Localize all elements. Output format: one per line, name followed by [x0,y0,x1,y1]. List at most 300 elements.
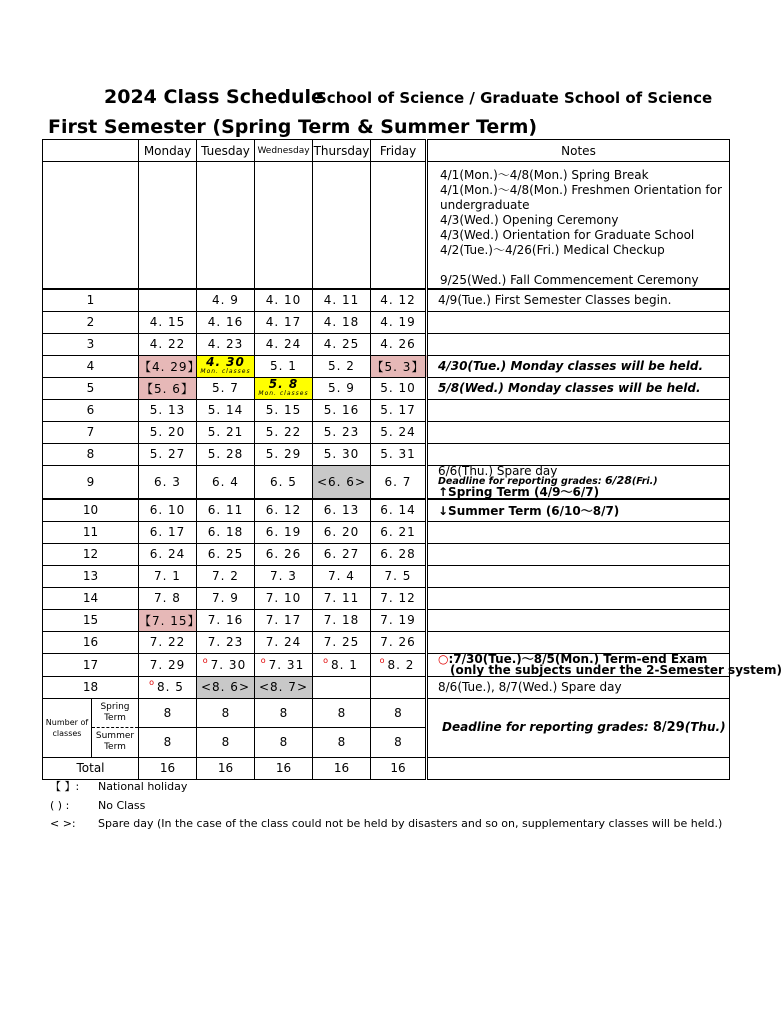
date-value: 6. 19 [265,525,302,539]
date-value: 5. 20 [149,425,186,439]
date-value: 4. 25 [323,337,360,351]
date-cell-fri [371,289,427,311]
week-number: 18 [43,676,139,698]
legend-key: ( ) : [50,798,70,812]
legend-key: 【 】: [50,780,80,793]
date-cell-tue [197,443,255,465]
date-value: 4. 12 [380,293,416,308]
week-number: 6 [43,399,139,421]
date-cell-thu [313,609,371,631]
date-cell-tue [197,377,255,399]
week-note: ↓Summer Term (6/10～8/7) [427,499,730,521]
header-row [43,140,730,162]
week-number: 10 [43,499,139,521]
week-number: 5 [43,377,139,399]
spring-count: 8 [197,698,255,728]
date-value: 6. 24 [149,547,186,561]
date-cell-tue [197,333,255,355]
exam-circle-icon: o [323,655,329,665]
date-value: 4. 24 [265,337,302,351]
week-number: 11 [43,521,139,543]
date-value: 6. 18 [207,525,244,539]
week-note: 4/9(Tue.) First Semester Classes begin. [427,289,730,311]
note-line: 4/1(Mon.)～4/8(Mon.) Spring Break [440,168,649,182]
legend-key: < >: [50,817,76,830]
date-value: 5. 13 [149,403,186,417]
date-cell-wed [255,631,313,653]
date-cell-thu [313,587,371,609]
date-value: 5. 2 [328,359,355,373]
date-value: 5. 29 [265,447,302,461]
date-cell-thu [313,465,371,499]
week-note: 8/6(Tue.), 8/7(Wed.) Spare day [427,676,730,698]
monday-classes-note: Mon. classes [258,390,309,397]
week-note [427,399,730,421]
date-value: 8. 2 [387,657,415,672]
date-cell-tue [197,499,255,521]
note-line: 4/1(Mon.)～4/8(Mon.) Freshmen Orientation for undergraduate [440,183,722,212]
week-row [43,421,730,443]
week-note [427,587,730,609]
summer-term-label: Summer Term [95,731,135,753]
empty-cell [139,162,197,290]
date-cell-tue [197,631,255,653]
week-number: 8 [43,443,139,465]
date-value: 7. 4 [328,569,355,583]
date-cell-fri [371,587,427,609]
week-row [43,609,730,631]
date-cell-thu [313,631,371,653]
number-of-classes-label: Number of classes [43,699,92,757]
week-row [43,676,730,698]
final-deadline-note [427,698,730,757]
date-cell-mon [139,289,197,311]
week-row [43,311,730,333]
spring-count: 8 [313,698,371,728]
date-cell-tue [197,311,255,333]
summer-count: 8 [371,728,427,758]
exam-circle-icon: o [260,655,267,665]
date-value: 7. 19 [380,613,416,627]
semester-title: First Semester (Spring Term & Summer Term) [48,116,538,138]
date-cell-mon [139,609,201,631]
week-row [43,355,730,377]
date-cell-mon [139,311,197,333]
date-value: 5. 23 [323,425,360,439]
date-cell-wed [255,521,313,543]
date-cell-thu [313,653,371,676]
date-value: 7. 8 [154,591,181,605]
spring-count-row [43,698,730,728]
week-note: 4/30(Tue.) Monday classes will be held. [427,355,730,377]
date-cell-mon [139,421,197,443]
date-cell-thu [313,499,371,521]
week-number: 9 [43,465,139,499]
week-note [427,521,730,543]
date-cell-wed [255,311,313,333]
monday-classes-note: Mon. classes [200,368,251,375]
week-note [427,311,730,333]
empty-cell [255,162,313,290]
date-cell-tue [197,609,255,631]
date-cell-wed [255,355,313,377]
date-cell-mon [139,565,197,587]
total-count: 16 [255,757,313,779]
week-row [43,499,730,521]
date-value: 7. 18 [323,613,360,627]
date-cell-tue [197,565,255,587]
date-value: 5. 8 [268,377,299,391]
date-cell-thu [313,333,371,355]
date-value: 4. 22 [149,337,186,351]
notes-header: Notes [427,140,730,162]
date-value: 4. 17 [265,315,302,329]
summer-count: 8 [255,728,313,758]
date-cell-fri [371,311,427,333]
date-value: 4. 11 [323,293,360,308]
date-cell-tue [197,653,255,676]
date-value: 5. 14 [207,403,244,417]
date-cell-thu [313,355,371,377]
note-line: 9/25(Wed.) Fall Commencement Ceremony [440,273,699,287]
date-value: 7. 12 [380,591,416,605]
date-value: 6. 14 [380,503,416,518]
week-header [43,140,139,162]
legend-holiday [50,778,722,797]
empty-cell [313,162,371,290]
date-cell-tue [197,399,255,421]
date-value: 6. 21 [380,525,416,539]
date-value: 6. 20 [323,525,360,539]
date-value: 7. 25 [323,635,360,649]
empty-cell [43,162,139,290]
total-label: Total [43,757,139,779]
date-value: 6. 25 [207,547,244,561]
note-line: (only the subjects under the 2-Semester system) [450,662,782,677]
week-number: 17 [43,653,139,676]
date-value: 【5. 3】 [371,359,425,374]
date-cell-fri [371,565,427,587]
date-cell-wed [255,609,313,631]
date-value: 7. 2 [212,569,239,583]
week-number: 14 [43,587,139,609]
date-value: 8. 5 [157,680,184,694]
date-value: 7. 22 [149,635,186,649]
day-header-wednesday: Wednesday [255,140,313,162]
date-value: 7. 29 [149,657,186,672]
week-note [427,631,730,653]
date-cell-wed [255,587,313,609]
date-cell-mon [139,399,197,421]
total-row [43,757,730,779]
date-cell-mon [139,543,197,565]
date-cell-tue [197,676,255,698]
date-value: 6. 13 [323,503,360,518]
date-value: 5. 17 [380,403,416,417]
note-line: 6/6(Thu.) Spare day [438,464,558,479]
date-cell-wed [255,333,313,355]
date-cell-fri [371,653,427,676]
date-cell-mon [139,499,197,521]
exam-circle-icon: ○ [438,651,449,666]
date-cell-thu [313,289,371,311]
date-value: 7. 5 [384,569,412,583]
date-cell-tue [197,521,255,543]
date-cell-thu [313,521,371,543]
deadline-date: 6/28 [604,474,632,488]
date-cell-fri [371,399,427,421]
deadline-label: Deadline for reporting grades: [438,476,605,488]
note-line [440,258,729,273]
date-cell-wed [255,421,313,443]
date-value: 6. 26 [265,547,302,561]
week-note [427,443,730,465]
date-value: 5. 1 [270,359,297,373]
school-name: School of Science / Graduate School of Science [316,89,713,107]
date-value: 6. 4 [212,474,239,489]
empty-cell [371,162,427,290]
general-notes-row [43,162,730,290]
empty-note [427,757,730,779]
legend-text: National holiday [98,780,188,793]
date-value: 4. 26 [380,337,416,351]
date-value: 4. 23 [207,337,244,351]
date-cell-mon [139,465,197,499]
date-cell-mon [139,377,197,399]
date-value: 6. 10 [149,503,186,518]
date-value: 5. 24 [380,425,416,439]
date-cell-thu [313,543,371,565]
date-value: 6. 28 [380,547,416,561]
date-value: 4. 16 [207,315,244,329]
week-row [43,653,730,676]
exam-circle-icon: o [149,678,155,687]
date-cell-mon [139,333,197,355]
date-value: 5. 31 [380,447,416,461]
date-cell-mon [139,653,197,676]
week-note [427,333,730,355]
date-value: 7. 17 [265,613,302,627]
week-note [427,465,730,499]
week-note [427,651,782,677]
date-value: 7. 10 [265,591,302,605]
date-cell-thu [313,377,371,399]
date-cell-fri [371,631,427,653]
note-line: 4/2(Tue.)～4/26(Fri.) Medical Checkup [440,243,665,257]
exam-circle-icon: o [379,655,386,665]
date-value: 7. 23 [207,635,244,649]
date-cell-wed [255,499,313,521]
date-value: 7. 31 [268,657,305,672]
count-label-cell [43,698,139,757]
date-cell-tue [197,289,255,311]
week-number: 15 [43,609,139,631]
date-cell-thu [313,676,371,698]
note-line: 4/3(Wed.) Orientation for Graduate School [440,228,695,242]
date-cell-mon [139,521,197,543]
date-value: 7. 16 [207,613,244,627]
exam-circle-icon: o [202,655,209,665]
week-number: 2 [43,311,139,333]
date-value: 4. 10 [265,293,302,308]
week-note: 5/8(Wed.) Monday classes will be held. [427,377,730,399]
date-cell-wed [255,543,313,565]
date-cell-mon [139,355,201,377]
empty-cell [197,162,255,290]
date-cell-fri [371,676,427,698]
total-count: 16 [197,757,255,779]
date-cell-fri [371,521,427,543]
date-cell-thu [313,399,371,421]
note-line: ↑Spring Term (4/9～6/7) [438,485,600,500]
date-value: 5. 21 [207,425,244,439]
day-header-monday: Monday [139,140,197,162]
spring-count: 8 [139,698,197,728]
date-cell-thu [313,311,371,333]
date-cell-fri [371,499,427,521]
week-row [43,399,730,421]
date-value: 5. 10 [380,381,416,395]
date-value: 5. 9 [328,381,355,395]
week-row [43,543,730,565]
date-value: <6. 6> [316,474,366,489]
legend-no-class [50,797,722,816]
week-number: 4 [43,355,139,377]
date-cell-fri [371,465,427,499]
legend-text: No Class [98,798,146,812]
date-value: 7. 26 [380,635,416,649]
date-cell-tue [197,421,255,443]
total-count: 16 [139,757,197,779]
date-value: 7. 9 [212,591,239,605]
week-row [43,333,730,355]
date-value: 7. 3 [270,569,297,583]
date-value: 7. 30 [210,657,247,672]
schedule-table [42,139,782,780]
week-number: 12 [43,543,139,565]
week-row [43,465,730,499]
date-value: 6. 17 [149,525,186,539]
date-value: 5. 15 [265,403,302,417]
date-cell-tue [197,355,255,377]
week-note [427,421,730,443]
date-value: 5. 16 [323,403,360,417]
spring-term-label: Spring Term [92,699,138,729]
deadline-weekday: (Thu.) [684,720,726,734]
page-title: 2024 Class Schedule [104,86,324,108]
date-cell-mon [139,676,197,698]
week-row [43,377,730,399]
total-count: 16 [371,757,427,779]
date-cell-wed [255,289,313,311]
date-cell-thu [313,565,371,587]
date-value: 7. 24 [265,635,302,649]
date-value: 【4. 29】 [139,359,201,374]
deadline-label: Deadline for reporting grades: [442,720,653,734]
date-cell-tue [197,465,255,499]
week-number: 7 [43,421,139,443]
note-line: 4/3(Wed.) Opening Ceremony [440,213,619,227]
date-cell-mon [139,587,197,609]
date-value: 5. 27 [149,447,186,461]
week-number: 13 [43,565,139,587]
date-value: 5. 30 [323,447,360,461]
date-cell-fri [371,333,427,355]
date-cell-fri [371,443,427,465]
date-cell-fri [371,609,427,631]
date-cell-wed [255,443,313,465]
week-row [43,587,730,609]
date-cell-fri [371,543,427,565]
legend-spare-day [50,815,722,834]
date-value: 4. 9 [212,293,239,308]
date-value: 6. 7 [384,474,412,489]
date-value: 4. 15 [149,315,186,329]
week-note [427,609,730,631]
spring-count: 8 [255,698,313,728]
date-value: 5. 7 [212,381,239,395]
date-cell-fri [371,355,427,377]
date-cell-thu [313,443,371,465]
date-cell-wed [255,676,313,698]
date-cell-tue [197,543,255,565]
date-cell-wed [255,653,313,676]
deadline-weekday: (Fri.) [631,476,658,488]
summer-count: 8 [313,728,371,758]
legend [50,778,722,834]
day-header-friday: Friday [371,140,427,162]
date-cell-wed [255,565,313,587]
date-cell-wed [255,399,313,421]
spring-count: 8 [371,698,427,728]
exam-note: :7/30(Tue.)～8/5(Mon.) Term-end Exam [448,651,708,666]
date-value: 【5. 6】 [141,381,194,396]
date-value: 6. 27 [323,547,360,561]
date-value: 8. 1 [331,657,358,672]
date-value: 7. 1 [154,569,181,583]
date-value: 6. 12 [265,503,302,518]
legend-text: Spare day (In the case of the class could not be held by disasters and so on, supplementary classes will be held.) [98,817,723,830]
date-cell-tue [197,587,255,609]
date-value: 6. 3 [154,474,181,489]
date-cell-thu [313,421,371,443]
week-note [427,565,730,587]
date-value: <8. 7> [258,680,308,694]
week-note [427,543,730,565]
week-row [43,443,730,465]
date-cell-fri [371,421,427,443]
date-value: 5. 28 [207,447,244,461]
date-value: 7. 11 [323,591,360,605]
date-cell-wed [255,377,313,399]
date-cell-fri [371,377,427,399]
date-value: 5. 22 [265,425,302,439]
date-value: 4. 18 [323,315,360,329]
date-value: 4. 19 [380,315,416,329]
week-row [43,521,730,543]
day-header-tuesday: Tuesday [197,140,255,162]
week-row [43,631,730,653]
date-value: <8. 6> [200,680,250,694]
date-cell-mon [139,443,197,465]
week-row [43,289,730,311]
total-count: 16 [313,757,371,779]
week-number: 1 [43,289,139,311]
general-notes [427,162,730,290]
date-cell-mon [139,631,197,653]
date-value: 6. 5 [270,474,297,489]
date-value: 4. 30 [206,355,245,369]
